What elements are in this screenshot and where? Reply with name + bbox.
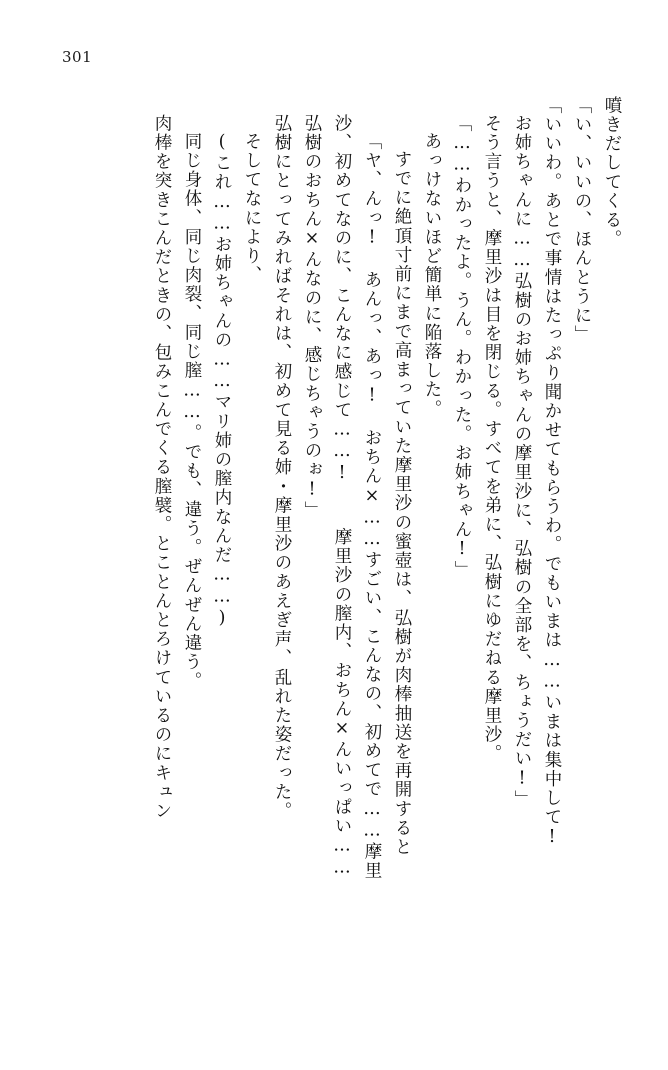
text-column: そう言うと、摩里沙は目を閉じる。すべてを弟に、弘樹にゆだねる摩里沙。: [482, 114, 502, 764]
text-column: そしてなにより、: [242, 132, 262, 285]
text-column: あっけないほど簡単に陥落した。: [422, 132, 442, 419]
text-column: 沙、初めてなのに、こんなに感じて……! 摩里沙の膣内、おちん×んいっぱい……: [332, 114, 352, 879]
text-column: (これ……お姉ちゃんの……マリ姉の膣内なんだ……): [212, 132, 232, 630]
text-column: すでに絶頂寸前にまで高まっていた摩里沙の蜜壺は、弘樹が肉棒抽送を再開すると: [392, 150, 412, 857]
text-column: 弘樹にとってみればそれは、初めて見る姉・摩里沙のあえぎ声、乱れた姿だった。: [272, 114, 292, 821]
text-column: 「い、いいの、ほんとうに」: [572, 96, 592, 345]
text-column: 肉棒を突きこんだときの、包みこんでくる膣襞。とことんとろけているのにキュン: [152, 114, 172, 821]
text-column: 同じ身体、同じ肉裂、同じ膣……。でも、違う。ぜんぜん違う。: [182, 132, 202, 691]
text-column: お姉ちゃんに……弘樹のお姉ちゃんの摩里沙に、弘樹の全部を、ちょうだい!」: [512, 114, 532, 810]
text-column: 弘樹のおちん×んなのに、感じちゃうのぉ!」: [302, 114, 322, 521]
text-column: 噴きだしてくる。: [602, 96, 622, 249]
text-column: 「……わかったよ。うん。わかった。お姉ちゃん!」: [452, 114, 472, 580]
text-column: 「いいわ。あとで事情はたっぷり聞かせてもらうわ。でもいまは……いまは集中して!: [542, 96, 562, 849]
page-number: 301: [62, 48, 93, 66]
text-column: 「ヤ、んっ! あんっ、あっ! おちん×……すごい、こんなの、初めてで……摩里: [362, 132, 382, 881]
vertical-text-body: [44, 96, 620, 1016]
